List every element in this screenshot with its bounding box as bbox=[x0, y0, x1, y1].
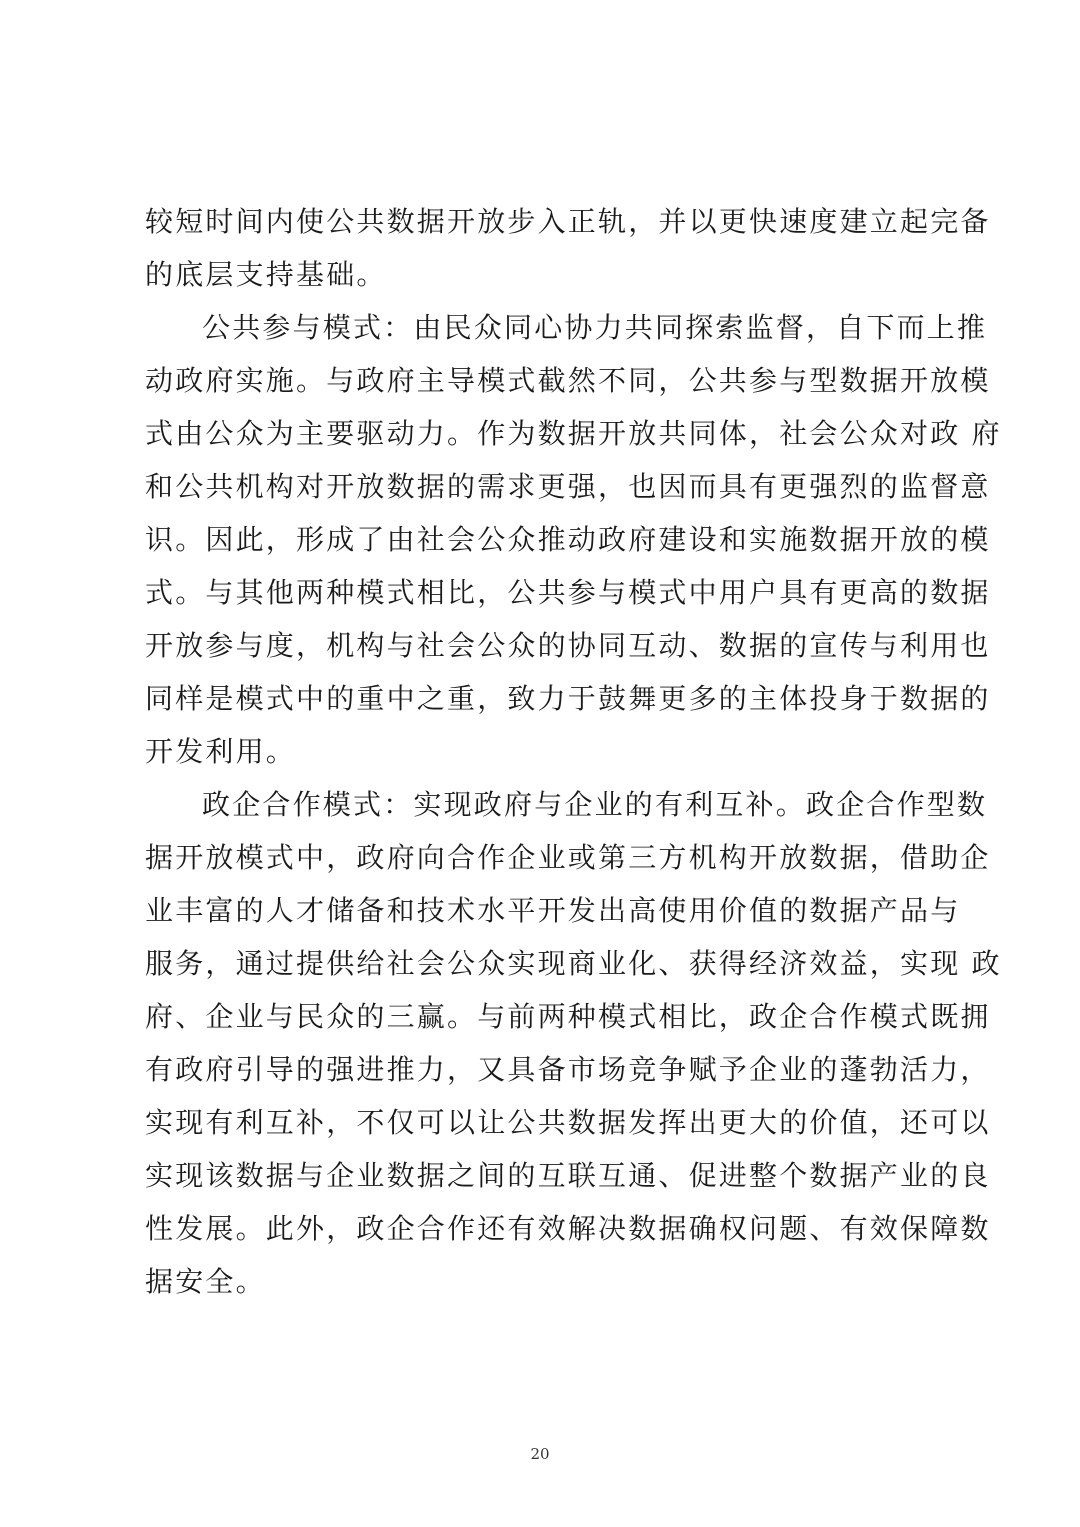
text-line: 业丰富的人才储备和技术水平开发出高使用价值的数据产品与 bbox=[145, 894, 961, 927]
text-line: 服务，通过提供给社会公众实现商业化、获得经济效益，实现 政 bbox=[145, 947, 1002, 980]
text-line: 府、企业与民众的三赢。与前两种模式相比，政企合作模式既拥 bbox=[145, 1000, 991, 1033]
text-line: 公共参与模式：由民众同心协力共同探索监督，自下而上推 bbox=[202, 311, 988, 344]
text-line: 实现有利互补，不仅可以让公共数据发挥出更大的价值，还可以 bbox=[145, 1106, 991, 1139]
text-line: 式。与其他两种模式相比，公共参与模式中用户具有更高的数据 bbox=[145, 576, 991, 609]
text-line: 实现该数据与企业数据之间的互联互通、促进整个数据产业的良 bbox=[145, 1159, 991, 1192]
text-line: 据安全。 bbox=[145, 1265, 266, 1298]
text-line: 式由公众为主要驱动力。作为数据开放共同体，社会公众对政 府 bbox=[145, 417, 1002, 450]
text-line: 政企合作模式：实现政府与企业的有利互补。政企合作型数 bbox=[202, 788, 988, 821]
text-line: 据开放模式中，政府向合作企业或第三方机构开放数据，借助企 bbox=[145, 841, 991, 874]
text-line: 有政府引导的强进推力，又具备市场竞争赋予企业的蓬勃活力， bbox=[145, 1053, 991, 1086]
text-line: 性发展。此外，政企合作还有效解决数据确权问题、有效保障数 bbox=[145, 1212, 991, 1245]
text-line: 的底层支持基础。 bbox=[145, 258, 387, 291]
paragraph-public-participation bbox=[145, 301, 1002, 778]
body-text bbox=[145, 195, 1002, 1308]
text-line: 和公共机构对开放数据的需求更强，也因而具有更强烈的监督意 bbox=[145, 470, 991, 503]
text-line: 同样是模式中的重中之重，致力于鼓舞更多的主体投身于数据的 bbox=[145, 682, 991, 715]
text-line: 开放参与度，机构与社会公众的协同互动、数据的宣传与利用也 bbox=[145, 629, 991, 662]
text-line: 动政府实施。与政府主导模式截然不同，公共参与型数据开放模 bbox=[145, 364, 991, 397]
paragraph-intro-continuation bbox=[145, 195, 991, 301]
text-line: 较短时间内使公共数据开放步入正轨，并以更快速度建立起完备 bbox=[145, 205, 991, 238]
paragraph-government-enterprise bbox=[145, 778, 1002, 1308]
text-line: 识。因此，形成了由社会公众推动政府建设和实施数据开放的模 bbox=[145, 523, 991, 556]
text-line: 开发利用。 bbox=[145, 735, 297, 768]
page-number: 20 bbox=[530, 1445, 550, 1463]
